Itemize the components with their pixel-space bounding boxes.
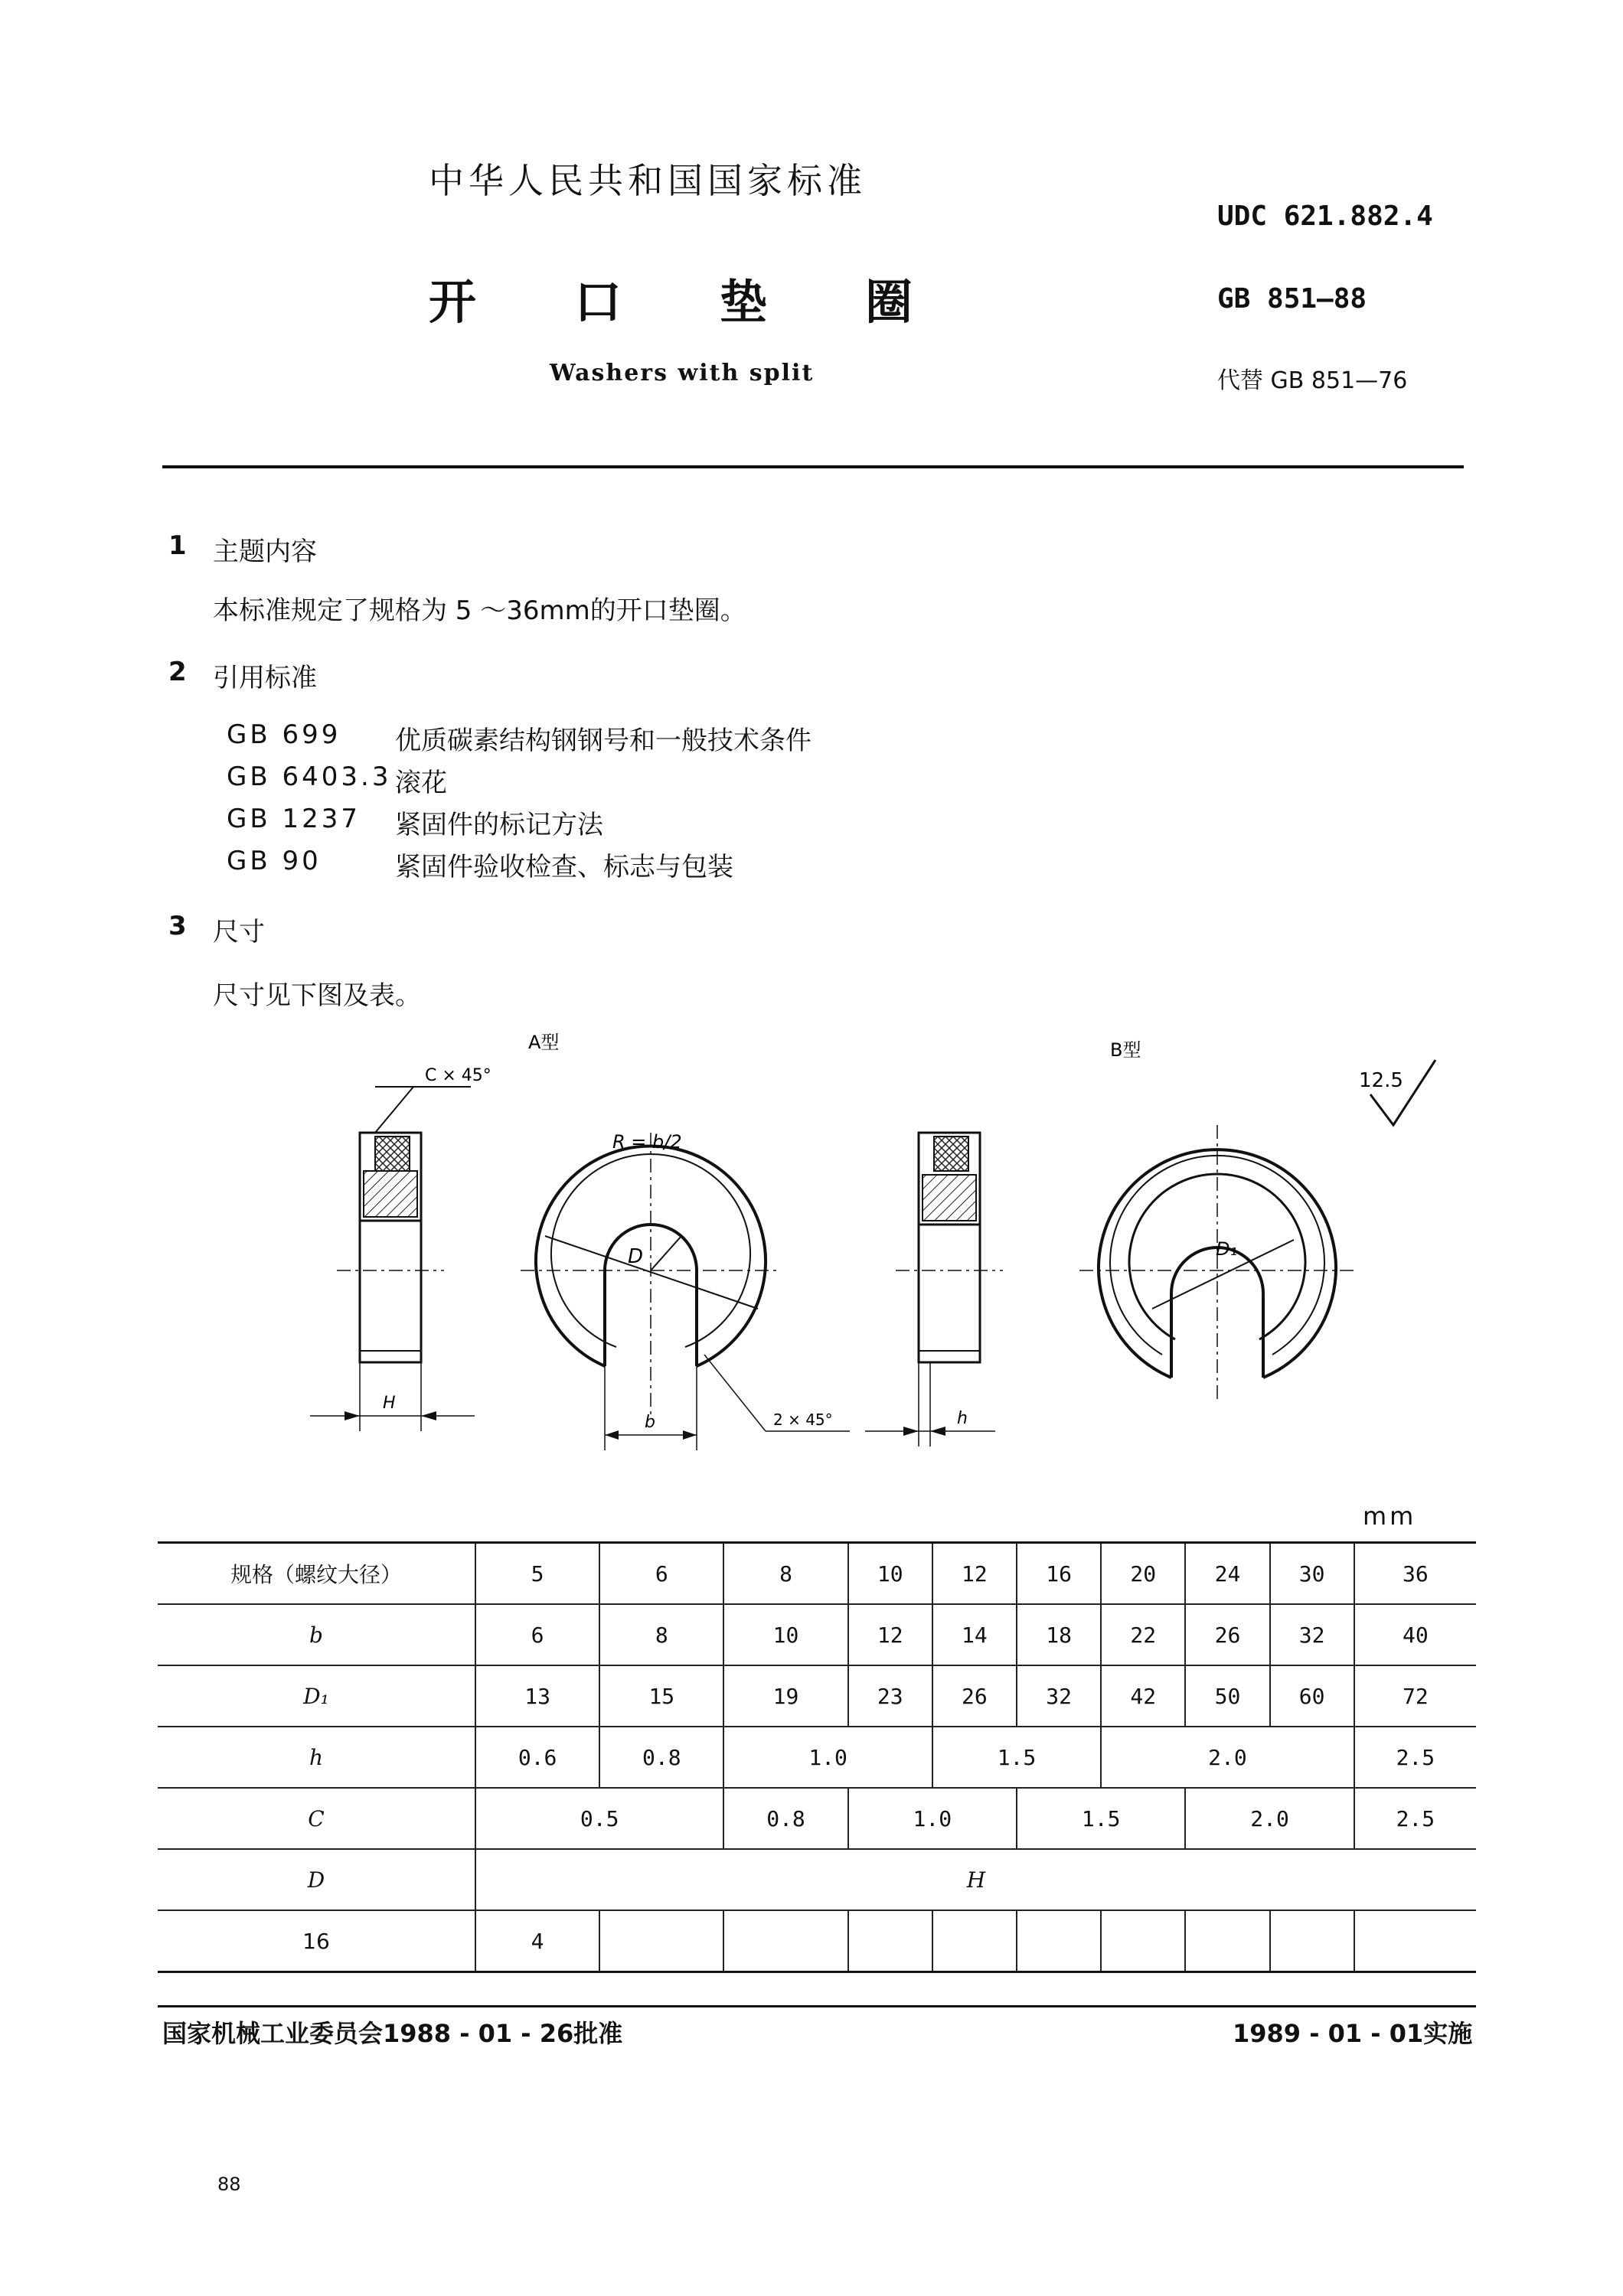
table-cell: 15 (599, 1665, 723, 1727)
table-cell: 18 (1017, 1604, 1101, 1665)
table-cell: 26 (932, 1665, 1017, 1727)
table-row (158, 1788, 1476, 1849)
table-cell: 50 (1185, 1665, 1269, 1727)
reference-name: 紧固件的标记方法 (395, 810, 603, 840)
reference-name: 紧固件验收检查、标志与包装 (395, 852, 733, 882)
table-cell: 10 (848, 1543, 932, 1605)
type-a-front-view (521, 1131, 850, 1450)
table-cell: 30 (1270, 1543, 1354, 1605)
table-cell: 1.5 (932, 1727, 1101, 1788)
reference-name: 滚花 (395, 768, 447, 798)
table-cell: 0.8 (723, 1788, 847, 1849)
page-number: 88 (217, 2174, 241, 2195)
section-3-text: 尺寸见下图及表。 (213, 980, 421, 1011)
table-cell (848, 1910, 932, 1972)
table-row (158, 1727, 1476, 1788)
table-cell (1354, 1910, 1476, 1972)
table-row (158, 1665, 1476, 1727)
section-1-text: 本标准规定了规格为 5 ～36mm的开口垫圈。 (213, 595, 746, 626)
table-cell: 14 (932, 1604, 1017, 1665)
radius-label: R = b/2 (612, 1131, 682, 1153)
table-row (158, 1849, 1476, 1910)
table-cell: 16 (1017, 1543, 1101, 1605)
table-cell: 6 (599, 1543, 723, 1605)
table-cell: H (475, 1849, 1476, 1910)
table-cell: 2.5 (1354, 1727, 1476, 1788)
row-header: C (158, 1788, 475, 1849)
dimension-table (158, 1541, 1476, 1973)
table-cell (1270, 1910, 1354, 1972)
table-cell (723, 1910, 847, 1972)
table-cell: 32 (1270, 1604, 1354, 1665)
table-cell (1185, 1910, 1269, 1972)
footer-divider (158, 2005, 1476, 2007)
section-1-title: 主题内容 (213, 536, 317, 567)
section-3-title: 尺寸 (213, 917, 265, 947)
table-cell: 12 (932, 1543, 1017, 1605)
section-2-number: 2 (168, 657, 187, 687)
table-cell: 26 (1185, 1604, 1269, 1665)
table-cell: 32 (1017, 1665, 1101, 1727)
row-header: 16 (158, 1910, 475, 1972)
table-row (158, 1604, 1476, 1665)
table-cell: 23 (848, 1665, 932, 1727)
row-header: 规格（螺纹大径） (158, 1543, 475, 1605)
row-header: b (158, 1604, 475, 1665)
table-cell: 0.5 (475, 1788, 723, 1849)
washer-thickness-label: h (957, 1409, 968, 1428)
table-cell (599, 1910, 723, 1972)
chamfer-label: C × 45° (425, 1066, 491, 1085)
table-cell: 20 (1101, 1543, 1185, 1605)
table-cell: 2.0 (1185, 1788, 1354, 1849)
table-cell: 2.5 (1354, 1788, 1476, 1849)
table-cell: 4 (475, 1910, 599, 1972)
section-2-title: 引用标准 (213, 663, 317, 693)
roughness-value: 12.5 (1359, 1069, 1403, 1092)
table-cell: 10 (723, 1604, 847, 1665)
issuing-body-title: 中华人民共和国国家标准 (429, 160, 867, 201)
document-title-english: Washers with split (550, 360, 815, 386)
table-cell: 8 (599, 1604, 723, 1665)
reference-code: GB 1237 (227, 804, 361, 834)
table-cell: 42 (1101, 1665, 1185, 1727)
row-header: h (158, 1727, 475, 1788)
table-cell: 36 (1354, 1543, 1476, 1605)
washer-drawing (0, 1018, 1623, 1485)
reference-code: GB 699 (227, 719, 341, 750)
table-row (158, 1910, 1476, 1972)
row-header: D (158, 1849, 475, 1910)
type-b-front-view (1079, 1125, 1355, 1401)
table-cell (1017, 1910, 1101, 1972)
effective-date: 1989 - 01 - 01实施 (1233, 2019, 1473, 2048)
table-cell: 13 (475, 1665, 599, 1727)
replaces-code: 代替 GB 851—76 (1217, 367, 1408, 394)
table-cell: 0.8 (599, 1727, 723, 1788)
title-char: 圈 (865, 274, 913, 330)
type-a-label: A型 (528, 1032, 560, 1053)
title-char: 开 (429, 274, 477, 330)
section-3-number: 3 (168, 911, 187, 941)
table-cell: 24 (1185, 1543, 1269, 1605)
table-cell: 40 (1354, 1604, 1476, 1665)
outer-diameter-label: D (628, 1245, 644, 1268)
reference-code: GB 6403.3 (227, 762, 392, 792)
document-title (429, 264, 1011, 332)
reference-code: GB 90 (227, 846, 322, 876)
thickness-label: H (383, 1394, 396, 1413)
table-cell: 8 (723, 1543, 847, 1605)
table-cell: 1.0 (848, 1788, 1017, 1849)
table-cell (1101, 1910, 1185, 1972)
title-char: 口 (574, 274, 622, 330)
table-cell: 19 (723, 1665, 847, 1727)
table-row (158, 1543, 1476, 1605)
table-cell: 60 (1270, 1665, 1354, 1727)
edge-chamfer-label: 2 × 45° (773, 1411, 833, 1429)
udc-code: UDC 621.882.4 (1217, 201, 1433, 232)
header-divider (162, 465, 1464, 468)
type-b-label: B型 (1110, 1039, 1141, 1061)
table-unit: mm (1363, 1502, 1417, 1531)
slot-width-label: b (645, 1413, 655, 1432)
table-cell: 5 (475, 1543, 599, 1605)
table-cell: 22 (1101, 1604, 1185, 1665)
surface-roughness-symbol (1359, 1060, 1435, 1125)
reference-name: 优质碳素结构钢钢号和一般技术条件 (395, 726, 812, 756)
inner-diameter-label: D₁ (1216, 1238, 1238, 1260)
type-a-side-view (310, 1066, 491, 1431)
table-cell: 2.0 (1101, 1727, 1354, 1788)
table-cell: 1.5 (1017, 1788, 1185, 1849)
standard-code: GB 851—88 (1217, 283, 1367, 315)
type-b-side-view (865, 1133, 1003, 1446)
table-cell: 12 (848, 1604, 932, 1665)
table-cell: 72 (1354, 1665, 1476, 1727)
row-header: D₁ (158, 1665, 475, 1727)
approval-date: 国家机械工业委员会1988 - 01 - 26批准 (162, 2019, 623, 2048)
title-char: 垫 (720, 274, 768, 330)
section-1-number: 1 (168, 530, 187, 561)
table-cell: 6 (475, 1604, 599, 1665)
table-cell: 1.0 (723, 1727, 932, 1788)
table-cell (932, 1910, 1017, 1972)
table-cell: 0.6 (475, 1727, 599, 1788)
